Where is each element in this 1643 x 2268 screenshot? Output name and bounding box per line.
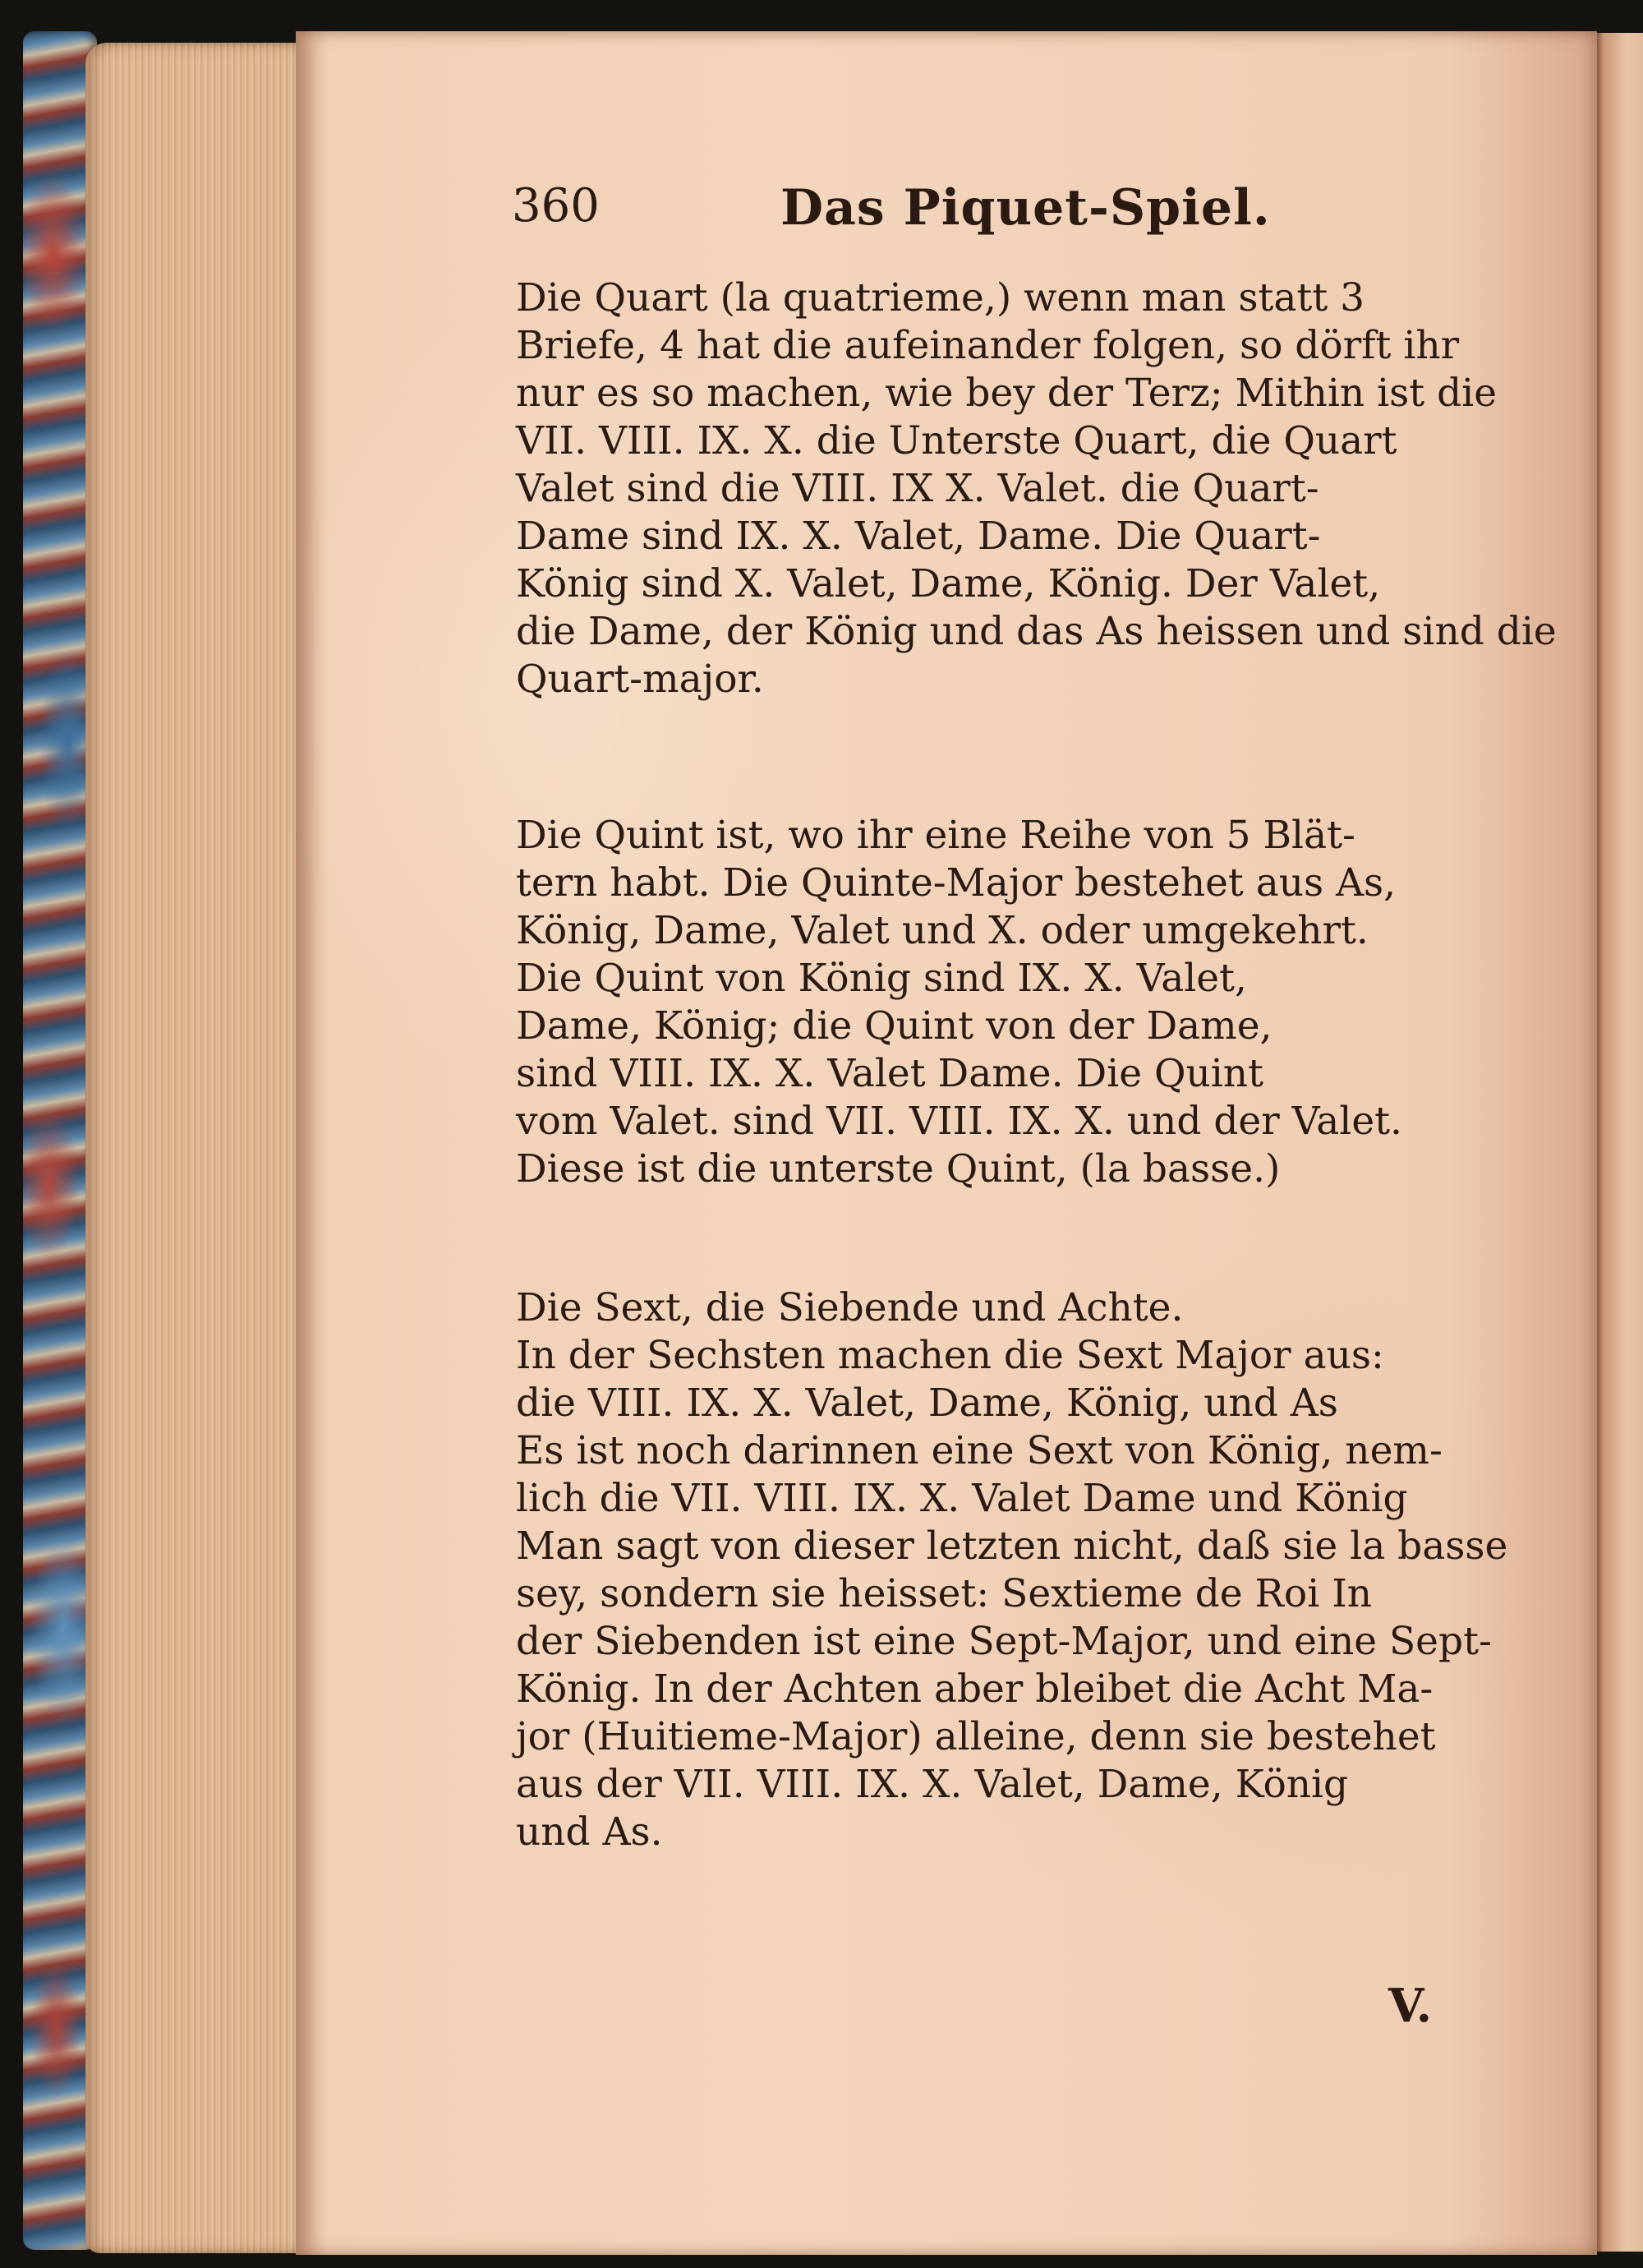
paragraph-quart (516, 274, 1557, 703)
text-line: Dame sind IX. X. Valet, Dame. Die Quart- (516, 514, 1321, 559)
text-line: lich die VII. VIII. IX. X. Valet Dame und König (516, 1476, 1408, 1521)
running-title: Das Piquet-Spiel. (780, 179, 1271, 237)
text-line: Die Sext, die Siebende und Achte. (516, 1285, 1184, 1330)
text-line: die VIII. IX. X. Valet, Dame, König, und As (516, 1381, 1338, 1426)
text-line: Die Quint von König sind IX. X. Valet, (516, 956, 1247, 1001)
paragraph-quint (516, 812, 1502, 1193)
text-line: In der Sechsten machen die Sext Major aus: (516, 1333, 1384, 1378)
text-line: Man sagt von dieser letzten nicht, daß sie la basse (516, 1524, 1508, 1569)
paragraph-sext (516, 1284, 1508, 1856)
text-line: jor (Huitieme-Major) alleine, denn sie bestehet (516, 1714, 1436, 1759)
text-line: nur es so machen, wie bey der Terz; Mithin ist die (516, 371, 1498, 416)
text-line: König sind X. Valet, Dame, König. Der Valet, (516, 561, 1381, 606)
text-line: Die Quart (la quatrieme,) wenn man statt 3 (516, 275, 1365, 320)
page-edges (85, 43, 324, 2253)
text-line: Diese ist die unterste Quint, (la basse.) (516, 1146, 1281, 1192)
text-line: vom Valet. sind VII. VIII. IX. X. und der Valet. (516, 1099, 1402, 1144)
text-line: König. In der Achten aber bleibet die Acht Ma- (516, 1666, 1434, 1712)
text-line: sind VIII. IX. X. Valet Dame. Die Quint (516, 1051, 1263, 1096)
text-line: der Siebenden ist eine Sept-Major, und eine Sept- (516, 1619, 1492, 1664)
text-line: VII. VIII. IX. X. die Unterste Quart, die Quart (516, 418, 1397, 463)
catchword: V. (1388, 1979, 1433, 2033)
text-line: Valet sind die VIII. IX X. Valet. die Quart- (516, 466, 1319, 511)
text-line: König, Dame, Valet und X. oder umgekehrt. (516, 908, 1369, 953)
text-line: tern habt. Die Quinte-Major bestehet aus As, (516, 860, 1397, 906)
text-line: sey, sondern sie heisset: Sextieme de Roi In (516, 1571, 1373, 1616)
book-page (296, 31, 1597, 2255)
facing-page-edge (1594, 33, 1643, 2252)
text-line: Die Quint ist, wo ihr eine Reihe von 5 Blät- (516, 813, 1355, 858)
text-line: aus der VII. VIII. IX. X. Valet, Dame, König (516, 1762, 1349, 1807)
text-line: die Dame, der König und das As heissen und sind die (516, 609, 1557, 654)
text-line: Es ist noch darinnen eine Sext von König, nem- (516, 1428, 1443, 1473)
text-line: Briefe, 4 hat die aufeinander folgen, so dörft ihr (516, 323, 1460, 368)
page-number: 360 (512, 179, 600, 233)
text-line: Dame, König; die Quint von der Dame, (516, 1003, 1273, 1049)
text-line: und As. (516, 1809, 663, 1855)
text-line: Quart-major. (516, 657, 764, 702)
